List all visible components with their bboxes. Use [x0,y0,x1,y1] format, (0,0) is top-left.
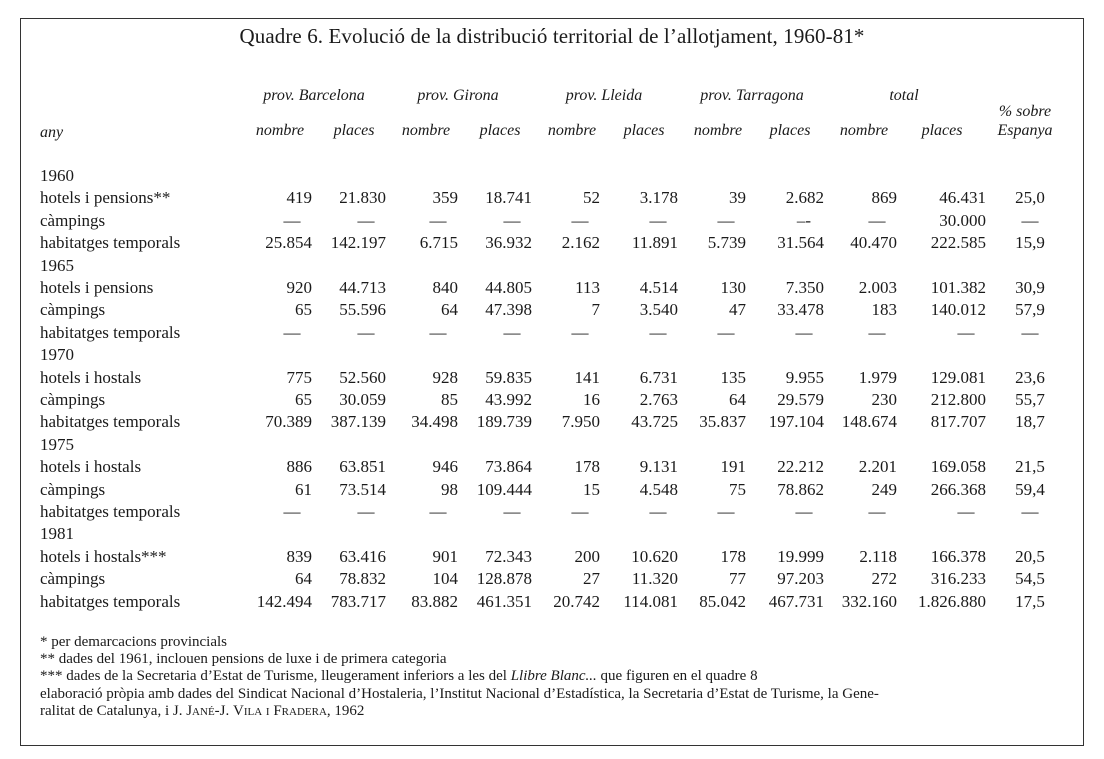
table-cell: 169.058 [930,457,986,477]
table-cell: 59.835 [485,367,532,387]
table-cell: 43.725 [631,412,678,432]
table-cell: 18.741 [485,188,532,208]
subheader-places: places [623,122,665,139]
table-cell: — [868,210,886,230]
table-cell: 467.731 [768,591,824,611]
subheader-places: places [921,122,963,139]
table-cell: 33.478 [777,300,824,320]
table-cell: 419 [286,188,312,208]
table-cell: 72.343 [485,546,532,566]
table-cell: — [649,502,667,521]
table-cell: 129.081 [930,367,986,387]
table-cell: 63.416 [339,546,386,566]
row-label: habitatges temporals [40,322,181,342]
table-cell: 21.830 [339,188,386,208]
header-total: total [889,87,919,104]
row-label: hotels i hostals [40,457,142,477]
table-cell: 44.713 [339,278,386,297]
table-cell: 839 [286,546,312,566]
table-cell: — [957,322,975,342]
table-cell: 946 [432,457,458,477]
table-cell: 178 [720,546,746,566]
table-cell: 44.805 [485,278,532,297]
header-pct-espanya [990,102,1060,140]
header-prov-tarragona: prov. Tarragona [700,87,804,104]
subheader-places: places [769,122,811,139]
table-cell: 2.682 [785,188,824,208]
table-cell: — [868,502,886,521]
year-label: 1975 [40,434,74,454]
table-cell: — [283,210,301,230]
table-cell: 10.620 [631,546,678,566]
table-cell: 20,5 [1015,546,1045,566]
table-cell: 30.000 [939,210,986,230]
year-label: 1970 [40,345,74,365]
table-cell: — [571,322,589,342]
header-prov-girona: prov. Girona [417,87,499,104]
table-cell: 2.763 [639,390,678,409]
table-cell: 817.707 [930,412,986,432]
table-cell: 55,7 [1015,390,1045,409]
table-cell: — [868,322,886,342]
table-cell: 85.042 [699,591,746,611]
table-cell: 142.197 [330,233,386,253]
table-cell: 3.178 [639,188,678,208]
table-cell: 85 [441,390,458,409]
footnote-3 [40,668,1070,685]
row-label: càmpings [40,479,106,499]
table-cell: 21,5 [1015,457,1045,477]
table-cell: 73.864 [485,457,532,477]
row-label: càmpings [40,210,106,230]
table-cell: 64 [729,390,746,409]
table-cell: 928 [432,367,458,387]
table-cell: — [571,210,589,230]
table-cell: 266.368 [930,479,986,499]
table-cell: — [283,322,301,342]
table-cell: 11.320 [631,569,678,589]
table-cell: — [717,322,735,342]
table-cell: 113 [575,278,600,297]
table-cell: 16 [583,390,600,409]
table-cell: — [649,322,667,342]
footnote-3-book-title: Llibre Blanc... [510,668,597,685]
table-cell: 135 [720,367,746,387]
table-cell: — [357,502,375,521]
table-cell: 9.955 [785,367,824,387]
table-cell: 35.837 [699,412,746,432]
table-row [0,278,1104,300]
table-cell: 1.826.880 [918,591,986,611]
table-cell: 869 [871,188,897,208]
table-row [0,457,1104,479]
table-cell: 30,9 [1015,278,1045,297]
footnotes [40,634,1070,720]
table-cell: 11.891 [631,233,678,253]
table-cell: 63.851 [339,457,386,477]
table-cell: 359 [432,188,458,208]
header-prov-lleida: prov. Lleida [565,87,643,104]
table-cell: 18,7 [1015,412,1045,432]
table-cell: –- [796,210,812,230]
table-cell: — [429,210,447,230]
table-cell: 212.800 [930,390,986,409]
subheader-nombre: nombre [255,122,305,139]
table-cell: 25.854 [265,233,312,253]
table-cell: 55.596 [339,300,386,320]
table-cell: 148.674 [841,412,897,432]
footnote-3-text: *** dades de la Secretaria d’Estat de Turisme, lleugerament inferiors a les del [40,668,511,685]
table-cell: — [795,502,813,521]
table-cell: 77 [729,569,746,589]
table-cell: 142.494 [256,591,312,611]
table-cell: 114.081 [623,591,678,611]
table-row [0,188,1104,210]
table-cell: 4.548 [639,479,678,499]
table-cell: 64 [295,569,312,589]
table-cell: 46.431 [939,188,986,208]
source-author-2: Vila i Fradera [233,702,327,719]
table-cell: 6.715 [419,233,458,253]
table-cell: 178 [574,457,600,477]
table-cell: 52 [583,188,600,208]
table-cell: 40.470 [850,233,897,253]
row-label: hotels i hostals [40,367,142,387]
table-row [0,233,1104,255]
row-label: càmpings [40,390,106,409]
table-cell: 2.003 [858,278,897,297]
table-cell: 272 [871,569,897,589]
table-cell: — [1021,502,1039,521]
table-cell: — [429,322,447,342]
table-cell: 47.398 [485,300,532,320]
row-label: hotels i pensions [40,278,154,297]
table-cell: 128.878 [476,569,532,589]
table-cell: — [283,502,301,521]
table-row [0,480,1104,502]
table-cell: 920 [286,278,312,297]
table-row [0,368,1104,390]
table-cell: 200 [574,546,600,566]
table-cell: 4.514 [639,278,678,297]
table-cell: 7 [591,300,600,320]
table-cell: 7.350 [785,278,824,297]
subheader-nombre: nombre [401,122,451,139]
row-label: hotels i pensions** [40,188,171,208]
table-cell: 230 [871,390,897,409]
table-row [0,300,1104,322]
table-cell: 57,9 [1015,300,1045,320]
table-cell: 104 [432,569,458,589]
table-cell: — [1021,210,1039,230]
subheader-places: places [479,122,521,139]
table-cell: 9.131 [639,457,678,477]
footnote-2: ** dades del 1961, inclouen pensions de luxe i de primera categoria [40,651,447,668]
table-row [0,390,1104,412]
footnote-1: * per demarcacions provincials [40,634,228,650]
source-note-text: -J. [214,702,234,719]
table-cell: 2.118 [859,546,897,566]
table-cell: 166.378 [930,546,986,566]
subheader-nombre: nombre [693,122,743,139]
table-cell: 25,0 [1015,188,1045,208]
row-label: hotels i hostals*** [40,546,167,566]
header-any: any [40,124,64,141]
table-cell: 39 [729,188,746,208]
table-cell: 34.498 [411,412,458,432]
header-prov-barcelona: prov. Barcelona [263,87,365,104]
table-cell: 3.540 [639,300,678,320]
table-cell: 109.444 [476,479,532,499]
table-cell: 36.932 [485,233,532,253]
source-note-line-1: elaboració pròpia amb dades del Sindicat Nacional d’Hostaleria, l’Institut Nacional d’Estadística, la Secretaria d’Estat de Turisme, la Gene- [40,685,879,702]
table-cell: 2.201 [858,457,897,477]
table-row [0,569,1104,591]
subheader-nombre: nombre [547,122,597,139]
subheader-places: places [333,122,375,139]
table-row [0,592,1104,614]
row-label: habitatges temporals [40,233,181,253]
row-label: càmpings [40,300,106,320]
table-cell: 2.162 [561,233,600,253]
table-cell: 65 [295,390,312,409]
header-pct-line2: Espanya [997,122,1053,139]
table-row [0,547,1104,569]
table-cell: 83.882 [411,591,458,611]
table-cell: 886 [286,457,312,477]
table-cell: 140.012 [930,300,986,320]
source-note-line-2 [40,703,1070,720]
table-cell: 70.389 [265,412,312,432]
table-cell: 52.560 [339,367,386,387]
table-cell: 783.717 [330,591,386,611]
table-cell: 61 [295,479,312,499]
table-cell: 97.203 [777,569,824,589]
table-cell: 332.160 [841,591,897,611]
table-row [0,323,1104,345]
table-cell: 141 [574,367,600,387]
source-author-1: Jané [186,702,215,719]
table-cell: 78.862 [777,479,824,499]
table-cell: 775 [286,367,312,387]
table-cell: 75 [729,479,746,499]
table-cell: — [649,210,667,230]
row-label: habitatges temporals [40,591,181,611]
table-cell: — [1021,322,1039,342]
table-cell: — [571,502,589,521]
footnote-3-text-end: que figuren en el quadre 8 [596,668,758,685]
year-label: 1981 [40,524,74,544]
source-note-text: ralitat de Catalunya, i J. [40,702,187,719]
table-cell: 183 [871,300,897,320]
table-cell: 6.731 [639,367,678,387]
table-cell: — [429,502,447,521]
table-row [0,502,1104,524]
table-cell: 23,6 [1015,367,1045,387]
table-cell: 22.212 [777,457,824,477]
table-cell: 101.382 [930,278,986,297]
year-label: 1965 [40,255,74,275]
table-cell: — [717,210,735,230]
table-cell: 98 [441,479,458,499]
table-cell: — [717,502,735,521]
table-cell: 387.139 [330,412,386,432]
table-cell: 64 [441,300,458,320]
table-cell: 65 [295,300,312,320]
table-cell: 31.564 [777,233,824,253]
table-cell: 901 [432,546,458,566]
table-cell: 47 [729,300,746,320]
table-cell: — [503,210,521,230]
table-cell: 840 [432,278,458,297]
table-cell: 54,5 [1015,569,1045,589]
table-cell: 43.992 [485,390,532,409]
table-cell: 27 [583,569,600,589]
table-cell: 20.742 [553,591,600,611]
table-cell: 5.739 [707,233,746,253]
header-pct-line1: % sobre [998,103,1052,120]
table-cell: 222.585 [930,233,986,253]
table-row [0,211,1104,233]
table-cell: 191 [720,457,746,477]
table-cell: — [957,502,975,521]
year-label: 1960 [40,166,74,185]
table-cell: 130 [720,278,746,297]
table-cell: — [357,210,375,230]
table-cell: 73.514 [339,479,386,499]
table-cell: — [503,322,521,342]
table-cell: 29.579 [777,390,824,409]
row-label: habitatges temporals [40,412,181,432]
table-cell: 249 [871,479,897,499]
table-row [0,412,1104,434]
table-cell: 316.233 [930,569,986,589]
table-cell: 461.351 [476,591,532,611]
table-cell: 189.739 [476,412,532,432]
subheader-nombre: nombre [839,122,889,139]
table-cell: 15,9 [1015,233,1045,253]
table-cell: — [357,322,375,342]
table-cell: 15 [583,479,600,499]
row-label: habitatges temporals [40,502,181,521]
source-note-year: , 1962 [326,702,365,719]
table-cell: 59,4 [1015,479,1045,499]
row-label: càmpings [40,569,106,589]
table-cell: — [795,322,813,342]
table-cell: 19.999 [777,546,824,566]
table-cell: 30.059 [339,390,386,409]
table-cell: — [503,502,521,521]
table-cell: 78.832 [339,569,386,589]
table-cell: 1.979 [858,367,897,387]
table-cell: 17,5 [1015,591,1045,611]
table-cell: 197.104 [768,412,824,432]
table-cell: 7.950 [561,412,600,432]
page-title: Quadre 6. Evolució de la distribució territorial de l’allotjament, 1960-81* [239,24,865,48]
